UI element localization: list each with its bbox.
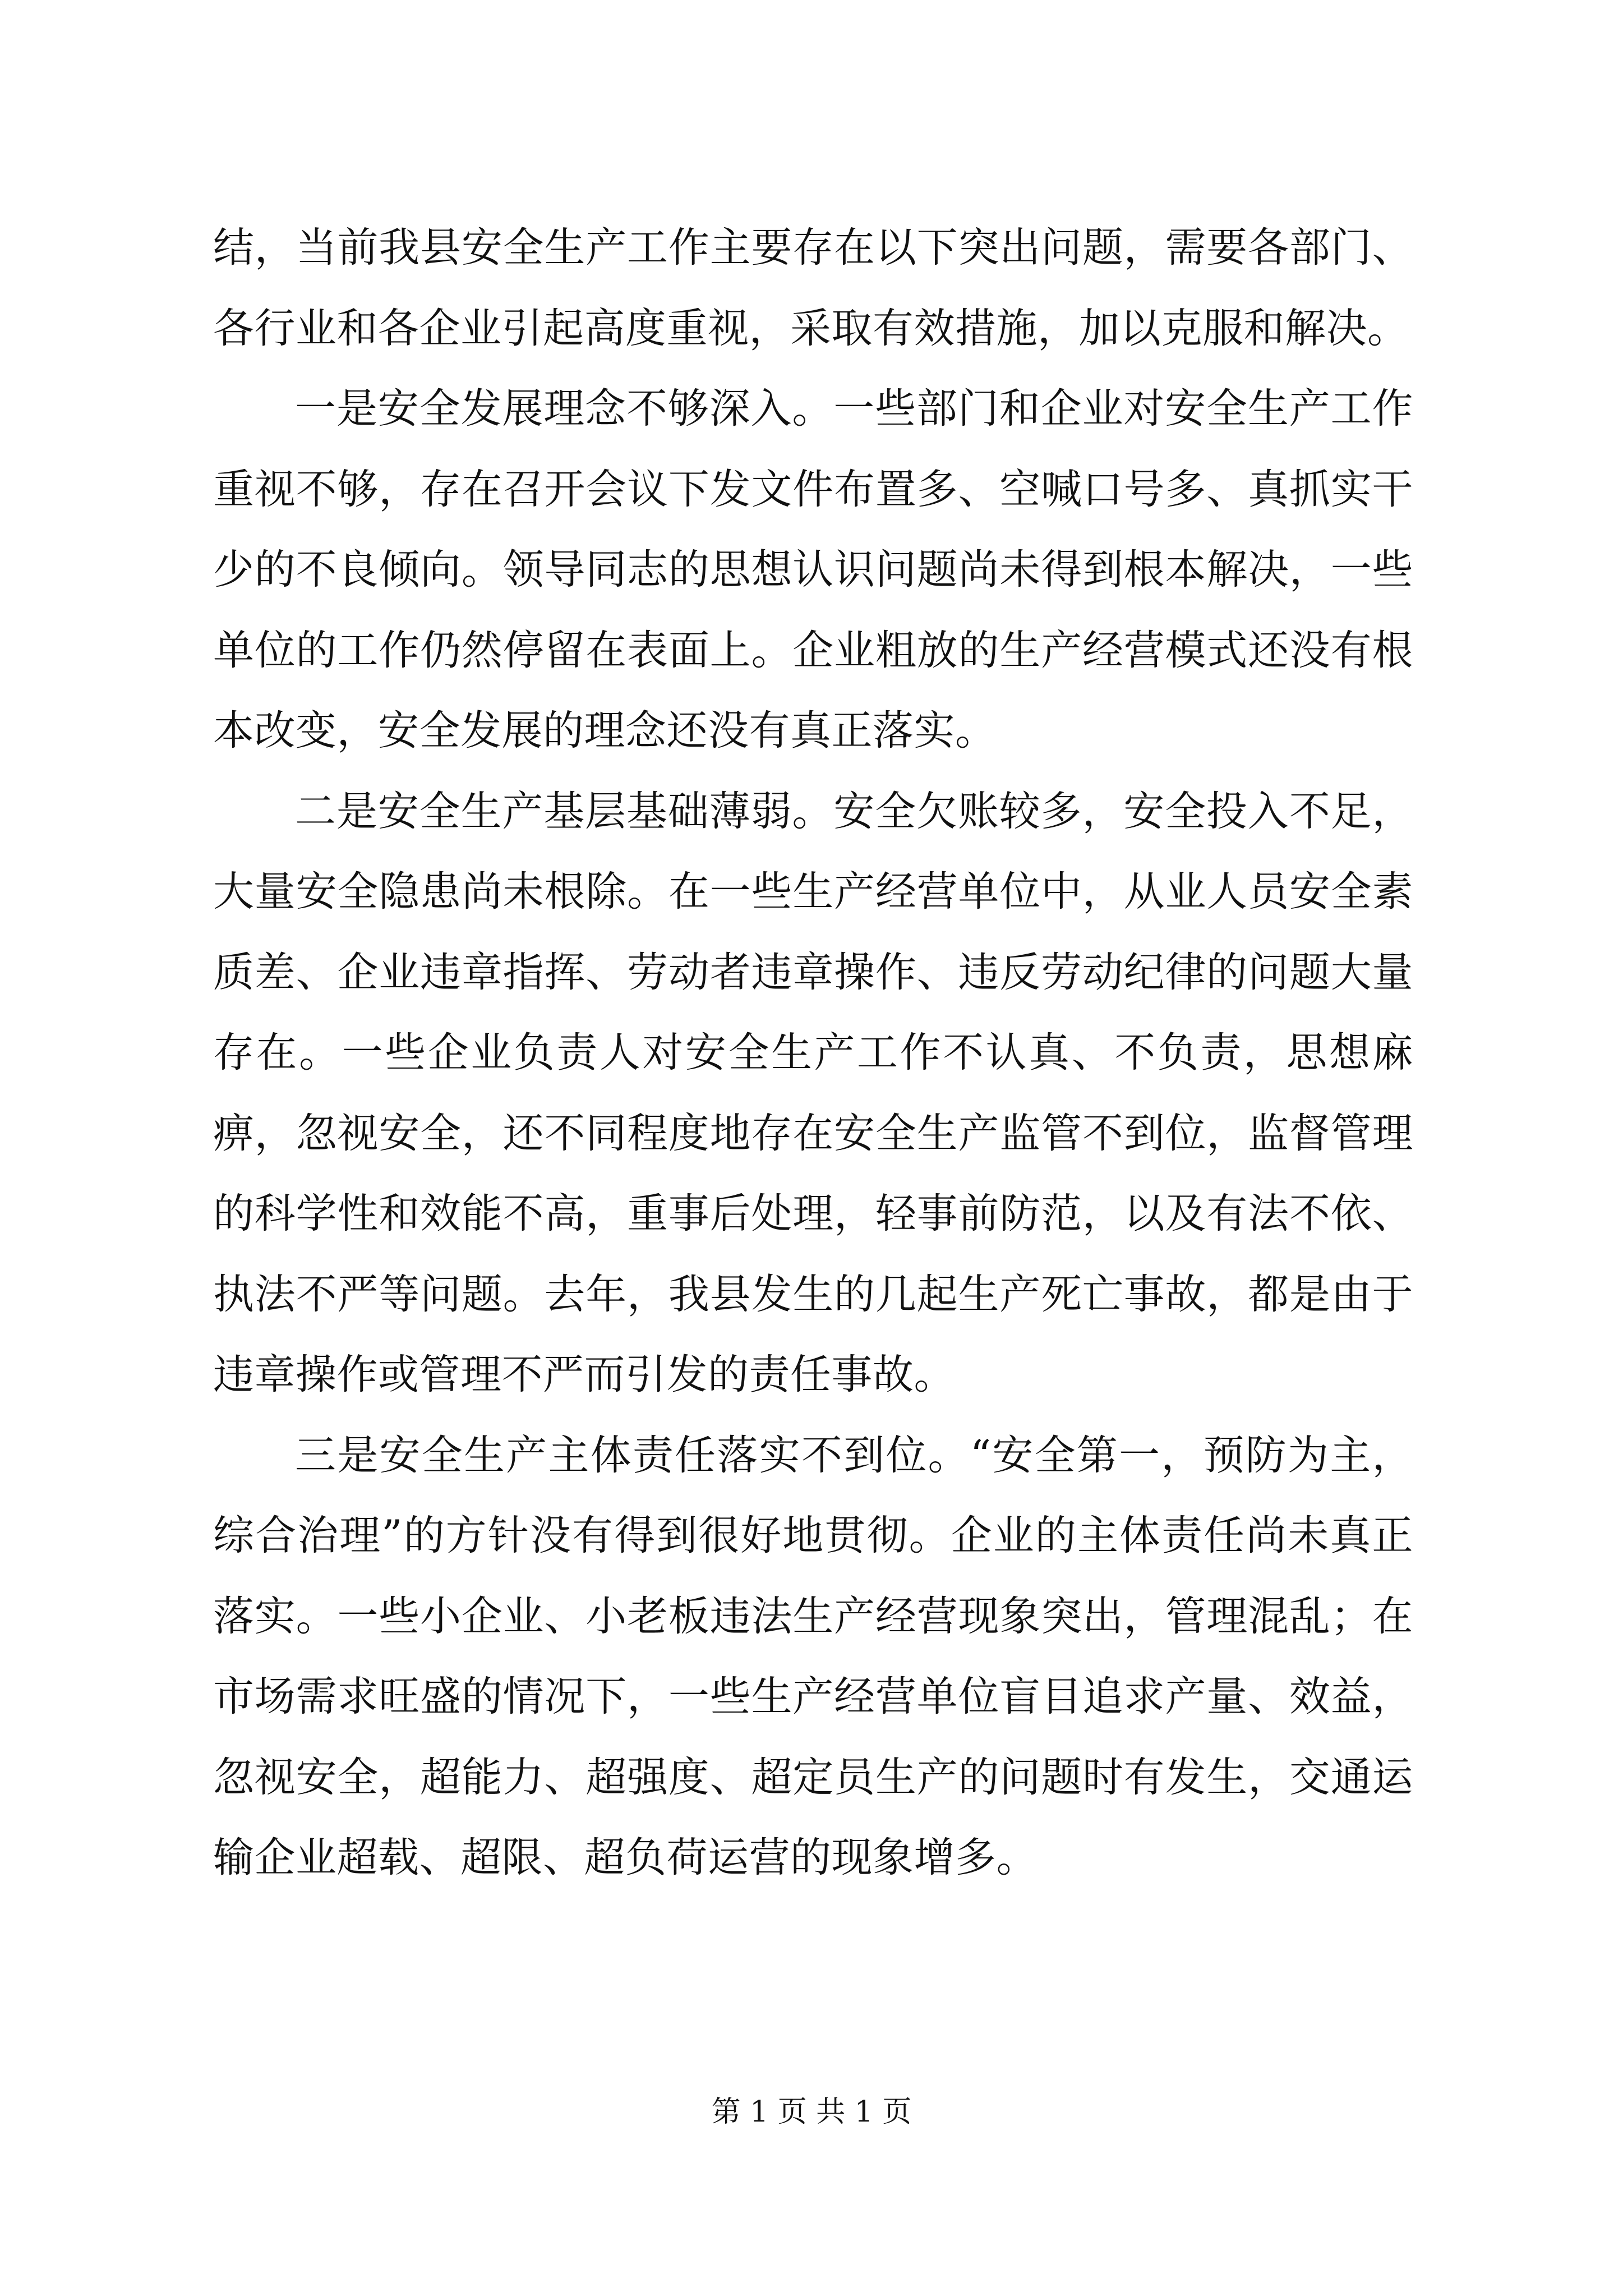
document-body [213, 208, 1413, 1898]
paragraph-3: 二是安全生产基层基础薄弱。安全欠账较多，安全投入不足，大量安全隐患尚未根除。在一些生产经营单位中，从业人员安全素质差、企业违章指挥、劳动者违章操作、违反劳动纪律的问题大量存在。一些企业负责人对安全生产工作不认真、不负责，思想麻痹，忽视安全，还不同程度地存在安全生产监管不到位，监督管理的科学性和效能不高，重事后处理，轻事前防范，以及有法不依、执法不严等问题。去年，我县发生的几起生产死亡事故，都是由于违章操作或管理不严而引发的责任事故。 [213, 787, 1413, 1398]
paragraph-2: 一是安全发展理念不够深入。一些部门和企业对安全生产工作重视不够，存在召开会议下发文件布置多、空喊口号多、真抓实干少的不良倾向。领导同志的思想认识问题尚未得到根本解决，一些单位的工作仍然停留在表面上。企业粗放的生产经营模式还没有根本改变，安全发展的理念还没有真正落实。 [213, 385, 1413, 754]
page-footer: 第 1 页 共 1 页 [711, 2095, 912, 2129]
paragraph-4: 三是安全生产主体责任落实不到位。“安全第一，预防为主，综合治理”的方针没有得到很好地贯彻。企业的主体责任尚未真正落实。一些小企业、小老板违法生产经营现象突出，管理混乱；在市场需求旺盛的情况下，一些生产经营单位盲目追求产量、效益，忽视安全，超能力、超强度、超定员生产的问题时有发生，交通运输企业超载、超限、超负荷运营的现象增多。 [213, 1431, 1413, 1881]
paragraph-1: 结，当前我县安全生产工作主要存在以下突出问题，需要各部门、各行业和各企业引起高度重视，采取有效措施，加以克服和解决。 [213, 224, 1413, 352]
